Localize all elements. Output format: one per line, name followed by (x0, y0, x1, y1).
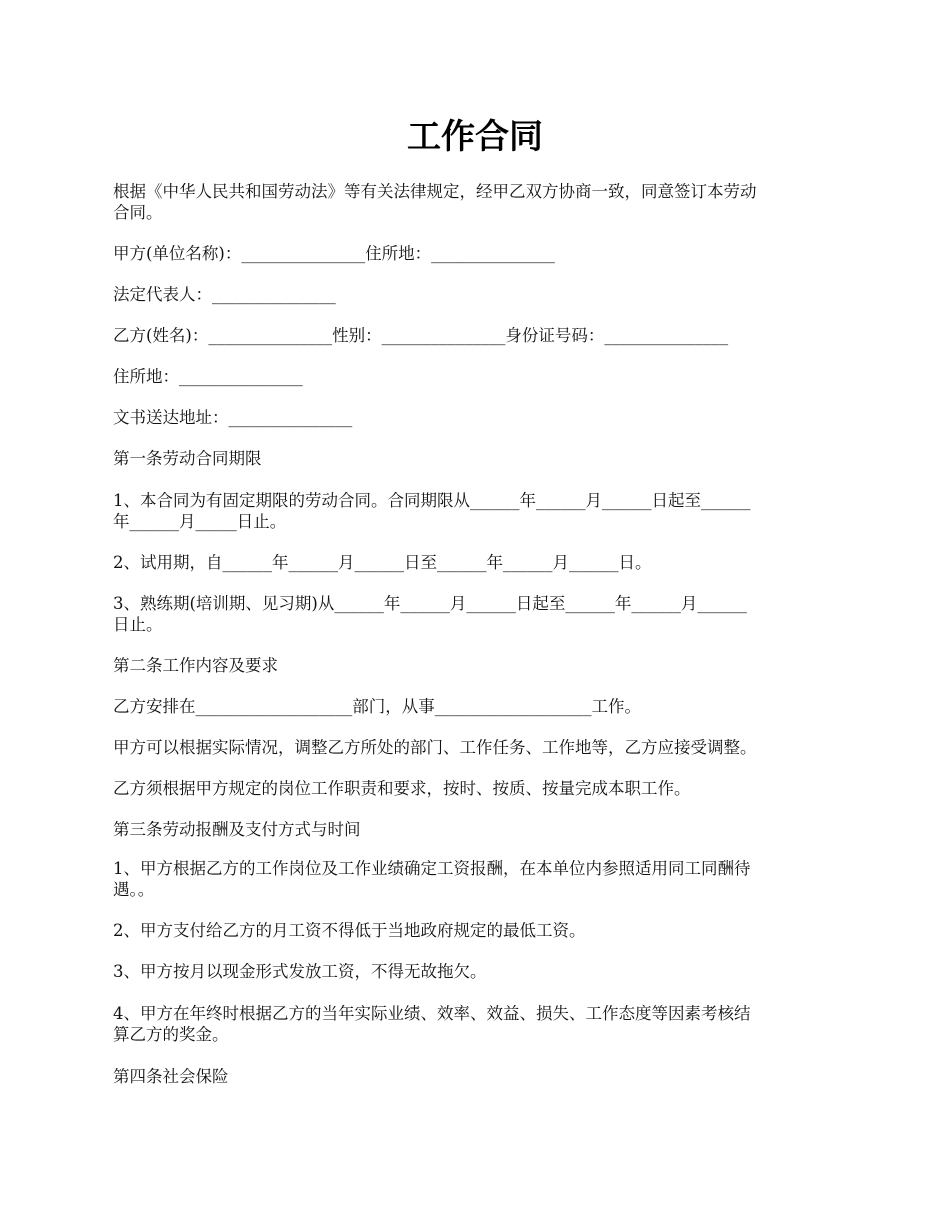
paragraph-probation: 2、试用期，自______年______月______日至______年______月______日。 (113, 553, 652, 572)
paragraph-legal-rep: 法定代表人：_______________ (113, 285, 336, 304)
section-heading: 第四条社会保险 (113, 1067, 229, 1086)
paragraph-line: 1、本合同为有固定期限的劳动合同。合同期限从______年______月______日起至______ (113, 491, 751, 510)
section-heading: 第二条工作内容及要求 (113, 656, 278, 675)
paragraph (113, 181, 843, 223)
paragraph-service-address: 文书送达地址：_______________ (113, 408, 353, 427)
paragraph-payment: 3、甲方按月以现金形式发放工资，不得无故拖欠。 (113, 962, 487, 981)
paragraph-department: 乙方安排在___________________部门，从事___________________工作。 (113, 697, 641, 716)
paragraph-address: 住所地：_______________ (113, 367, 303, 386)
paragraph-line: 4、甲方在年终时根据乙方的当年实际业绩、效率、效益、损失、工作态度等因素考核结 (113, 1004, 751, 1023)
paragraph-min-wage: 2、甲方支付给乙方的月工资不得低于当地政府规定的最低工资。 (113, 921, 586, 940)
paragraph-adjustment: 甲方可以根据实际情况，调整乙方所处的部门、工作任务、工作地等，乙方应接受调整。 (113, 738, 757, 757)
paragraph (113, 593, 843, 635)
paragraph-party-b: 乙方(姓名)：_______________性别：_______________身份证号码：_______________ (113, 326, 729, 345)
paragraph-party-a: 甲方(单位名称)：_______________住所地：_______________ (113, 244, 555, 263)
paragraph-line: 根据《中华人民共和国劳动法》等有关法律规定，经甲乙双方协商一致，同意签订本劳动 (113, 182, 757, 201)
paragraph-duties: 乙方须根据甲方规定的岗位工作职责和要求，按时、按质、按量完成本职工作。 (113, 779, 691, 798)
section-heading: 第一条劳动合同期限 (113, 449, 262, 468)
section-heading: 第三条劳动报酬及支付方式与时间 (113, 820, 361, 839)
paragraph-line: 日止。 (113, 615, 163, 634)
paragraph (113, 490, 843, 532)
paragraph-line: 算乙方的奖金。 (113, 1025, 229, 1044)
paragraph-line: 1、甲方根据乙方的工作岗位及工作业绩确定工资报酬，在本单位内参照适用同工同酬待 (113, 859, 751, 878)
paragraph-line: 合同。 (113, 203, 163, 222)
document-title: 工作合同 (407, 117, 543, 157)
paragraph-line: 年______月_____日止。 (113, 512, 287, 531)
paragraph-line: 3、熟练期(培训期、见习期)从______年______月______日起至______年______月______ (113, 594, 747, 613)
paragraph (113, 1003, 843, 1045)
paragraph-line: 遇。。 (113, 880, 155, 899)
paragraph (113, 858, 843, 900)
